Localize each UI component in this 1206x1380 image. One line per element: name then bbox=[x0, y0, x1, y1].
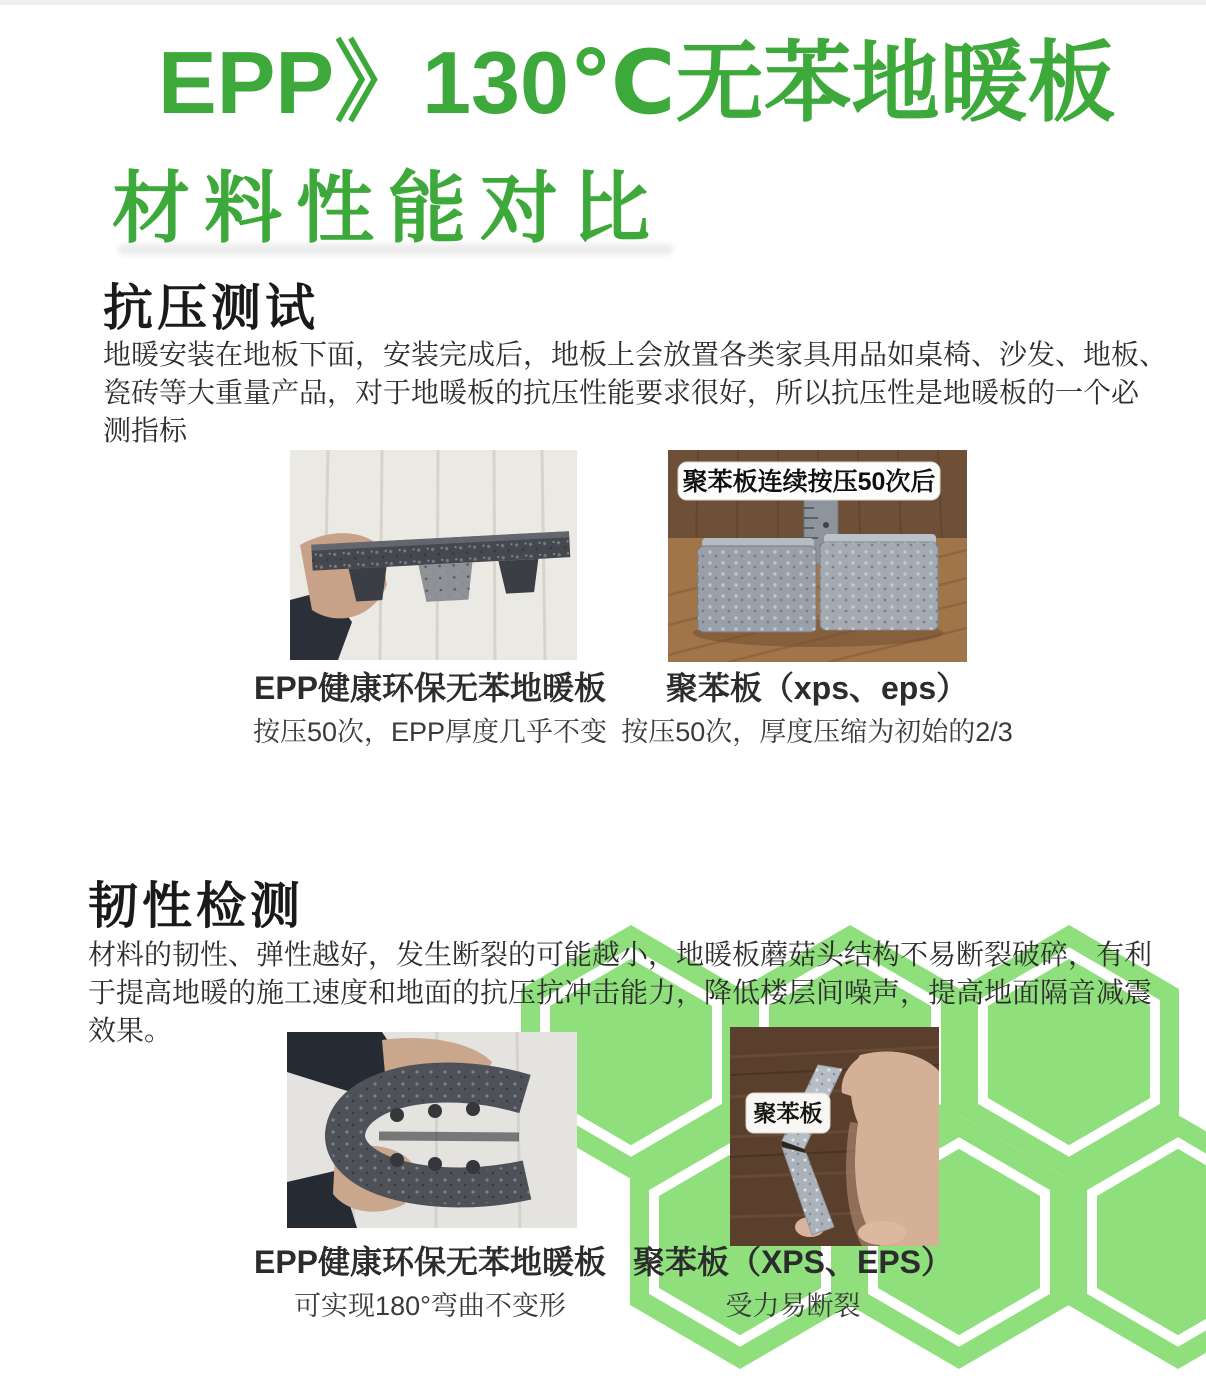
eps-break-test-photo bbox=[730, 1027, 939, 1246]
page-title: EPP》130℃无苯地暖板 bbox=[158, 33, 1116, 132]
eps-break-photo-label: 聚苯板 bbox=[753, 1100, 823, 1126]
caption-note: 可实现180°弯曲不变形 bbox=[294, 1291, 566, 1321]
section1-paragraph-line1: 地暖安装在地板下面，安装完成后，地板上会放置各类家具用品如桌椅、沙发、地板、 bbox=[103, 339, 1168, 370]
caption-title: EPP健康环保无苯地暖板 bbox=[253, 1244, 607, 1280]
section1-right-caption bbox=[612, 666, 1022, 751]
section1-paragraph-line3: 测指标 bbox=[103, 415, 188, 446]
section2-paragraph-line3: 效果。 bbox=[88, 1015, 173, 1046]
section2-heading: 韧性检测 bbox=[88, 878, 304, 934]
photo-label bbox=[678, 462, 940, 500]
caption-note: 受力易断裂 bbox=[725, 1291, 861, 1321]
section2-right-caption bbox=[608, 1240, 978, 1325]
caption-title: 聚苯板（XPS、EPS） bbox=[632, 1244, 954, 1280]
eps-press-photo-label: 聚苯板连续按压50次后 bbox=[682, 468, 936, 496]
section1-heading: 抗压测试 bbox=[103, 280, 319, 336]
photo-label bbox=[746, 1093, 830, 1133]
section1-left-caption bbox=[240, 666, 620, 751]
caption-note: 按压50次，EPP厚度几乎不变 bbox=[252, 717, 608, 747]
section1-paragraph bbox=[103, 336, 1167, 450]
section1-paragraph-line2: 瓷砖等大重量产品，对于地暖板的抗压性能要求很好，所以抗压性是地暖板的一个必 bbox=[103, 377, 1140, 408]
caption-title: EPP健康环保无苯地暖板 bbox=[253, 670, 607, 706]
epp-bend-test-photo bbox=[287, 1032, 577, 1228]
section2-left-caption bbox=[245, 1240, 615, 1325]
epp-press-test-photo bbox=[290, 450, 577, 660]
section2-paragraph-line2: 于提高地暖的施工速度和地面的抗压抗冲击能力，降低楼层间噪声，提高地面隔音减震 bbox=[88, 977, 1153, 1008]
page-subtitle: 材料性能对比 bbox=[112, 164, 665, 252]
caption-note: 按压50次，厚度压缩为初始的2/3 bbox=[621, 717, 1013, 747]
top-border-strip bbox=[0, 0, 1206, 5]
section2-paragraph bbox=[88, 936, 1152, 1050]
caption-title: 聚苯板（xps、eps） bbox=[665, 670, 969, 706]
section2-paragraph-line1: 材料的韧性、弹性越好，发生断裂的可能越小，地暖板蘑菇头结构不易断裂破碎，有利 bbox=[88, 939, 1153, 970]
eps-press-test-photo bbox=[668, 450, 967, 662]
